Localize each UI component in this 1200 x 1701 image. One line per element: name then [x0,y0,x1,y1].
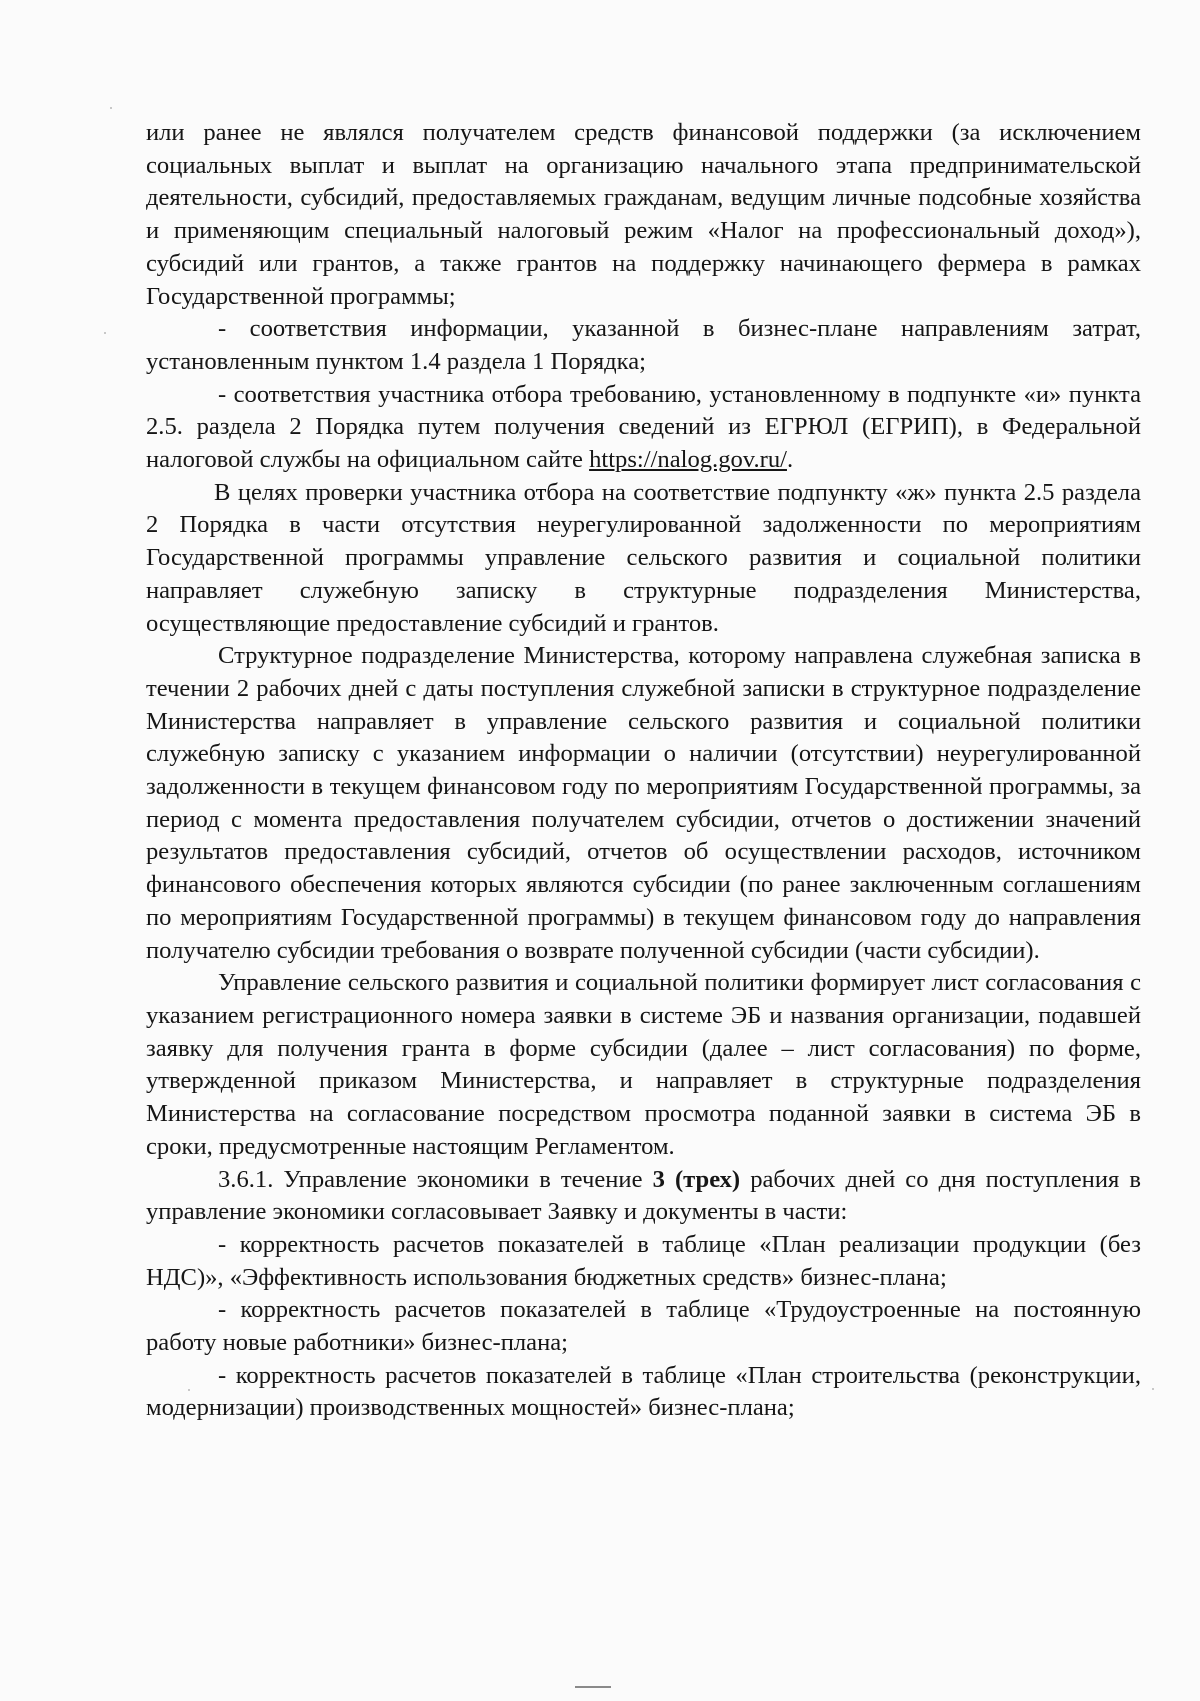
paragraph-construction-check: - корректность расчетов показателей в таблице «План строительства (реконструкции, модернизации) производственных мощностей» бизнес-плана; [146,1361,1141,1422]
nalog-link[interactable]: https://nalog.gov.ru/ [589,446,787,474]
scan-noise [110,107,112,109]
egrul-check-text: - соответствия участника отбора требованию, установленному в подпункте «и» пункта 2.5. раздела 2 Порядка путем получения сведений из ЕГРЮЛ (ЕГРИП), в Федеральной налоговой службы на официальном сайте [146,380,1141,474]
paragraph-structural-unit: Структурное подразделение Министерства, которому направлена служебная записка в течении 2 рабочих дней с даты поступления служебной записки в структурное подразделение Министерства направляет в управление сельского развития и социальной политики служебную записку с указанием информации о наличии (отсутствии) неурегулированной задолженности в текущем финансовом году по мероприятиям Государственной программы, за период с момента предоставления получателем субсидии, отчетов о достижении значений результатов предоставления субсидий, отчетов об осуществлении расходов, источником финансового обеспечения которых являются субсидии (по ранее заключенным соглашениям по мероприятиям Государственной программы) в текущем финансовом году до направления получателю субсидии требования о возврате полученной субсидии (части субсидии). [146,642,1141,964]
paragraph-employment-check: - корректность расчетов показателей в таблице «Трудоустроенные на постоянную работу новые работники» бизнес-плана; [146,1296,1141,1357]
egrul-check-end: . [786,446,794,474]
economics-days-count: 3 (трех) [652,1165,741,1193]
scan-noise [188,1389,190,1391]
page-edge-mark [575,1686,611,1688]
paragraph-debt-verification: В целях проверки участника отбора на соответствие подпункту «ж» пункта 2.5 раздела 2 Порядка в части отсутствия неурегулированной задолженности по мероприятиям Государственной программы управление сельского развития и социальной политики направляет служебную записку в структурные подразделения Министерства, осуществляющие предоставление субсидий и грантов. [146,478,1141,637]
paragraph-sales-plan-check: - корректность расчетов показателей в таблице «План реализации продукции (без НДС)», «Эффективность использования бюджетных средств» бизнес-плана; [146,1230,1141,1291]
paragraph-approval-sheet: Управление сельского развития и социальной политики формирует лист согласования с указанием регистрационного номера заявки в системе ЭБ и названия организации, подавшей заявку для получения гранта в форме субсидии (далее – лист согласования) по форме, утвержденной приказом Министерства, и направляет в структурные подразделения Министерства на согласование посредством просмотра поданной заявки в система ЭБ в сроки, предусмотренные настоящим Регламентом. [146,969,1141,1160]
document-body [146,117,1141,1425]
paragraph-business-plan-compliance: - соответствия информации, указанной в бизнес-плане направлениям затрат, установленным пунктом 1.4 раздела 1 Порядка; [146,315,1141,375]
scan-noise [1152,1388,1154,1390]
paragraph-egrul-check [146,379,1141,477]
economics-text-end: рабочих дней со дня поступления в управление экономики согласовывает Заявку и документы в части: [146,1165,1142,1226]
economics-text-start: 3.6.1. Управление экономики в течение [218,1165,653,1193]
paragraph-continuation: или ранее не являлся получателем средств финансовой поддержки (за исключением социальных выплат и выплат на организацию начального этапа предпринимательской деятельности, субсидий, предоставляемых гражданам, ведущим личные подсобные хозяйства и применяющим специальный налоговый режим «Налог на профессиональный доход»), субсидий или грантов, а также грантов на поддержку начинающего фермера в рамках Государственной программы; [146,119,1141,310]
scan-noise [104,332,106,334]
paragraph-economics-department [146,1164,1141,1229]
